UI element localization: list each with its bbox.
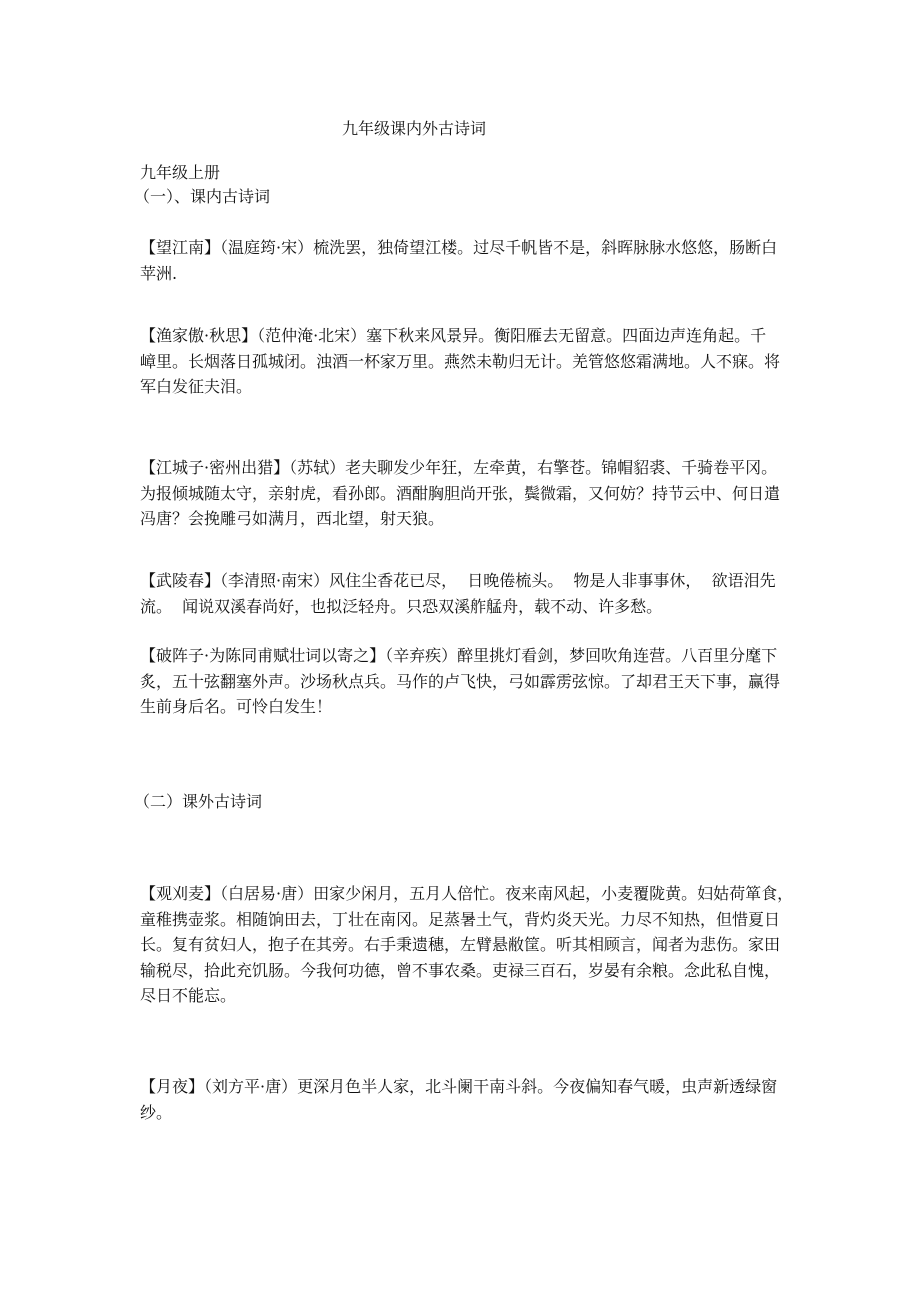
poem-line: 童稚携壶浆。相随饷田去，丁壮在南冈。足蒸暑土气，背灼炎天光。力尽不知热，但惜夏日 [140, 909, 781, 929]
poem-line: 【月夜】（刘方平·唐）更深月色半人家，北斗阑干南斗斜。今夜偏知春气暖，虫声新透绿窗 [140, 1077, 778, 1096]
poem-line: 【武陵春】（李清照·南宋）风住尘香花已尽， 日晚倦梳头。 物是人非事事休， 欲语泪先 [140, 571, 776, 590]
poem-jiangchengzi [140, 455, 790, 532]
poem-line: 为报倾城随太守，亲射虎，看孙郎。酒酣胸胆尚开张，鬓微霜，又何妨？持节云中、何日遣 [140, 483, 781, 503]
poem-line: 输税尽，拾此充饥肠。今我何功德，曾不事农桑。吏禄三百石，岁晏有余粮。念此私自愧， [140, 960, 781, 980]
poem-yujiaao [140, 323, 790, 400]
poem-line: 【江城子·密州出猎】（苏轼）老夫聊发少年狂，左牵黄，右擎苍。锦帽貂裘、千骑卷平冈。 [140, 458, 778, 477]
poem-line: 嶂里。长烟落日孤城闭。浊酒一杯家万里。燕然未勒归无计。羌管悠悠霜满地。人不寐。将 [140, 351, 781, 371]
poem-line: 流。 闻说双溪春尚好，也拟泛轻舟。只恐双溪舴艋舟，载不动、许多愁。 [140, 596, 663, 616]
poem-line: 【观刈麦】（白居易·唐）田家少闲月，五月人倍忙。夜来南风起，小麦覆陇黄。妇姑荷箪食， [140, 884, 794, 903]
poem-line: 长。复有贫妇人，抱子在其旁。右手秉遗穗，左臂悬敝筐。听其相顾言，闻者为悲伤。家田 [140, 935, 781, 955]
poem-yueye [140, 1074, 790, 1125]
poem-line: 【望江南】（温庭筠·宋）梳洗罢，独倚望江楼。过尽千帆皆不是，斜晖脉脉水悠悠，肠断白 [140, 238, 778, 257]
section-heading-extra: （二）课外古诗词 [134, 792, 263, 811]
poem-line: 尽日不能忘。 [140, 986, 237, 1006]
poem-line: 【破阵子·为陈同甫赋壮词以寄之】（辛弃疾）醉里挑灯看剑，梦回吹角连营。八百里分麾下 [140, 646, 778, 665]
poem-line: 炙，五十弦翻塞外声。沙场秋点兵。马作的卢飞快，弓如霹雳弦惊。了却君王天下事，赢得 [140, 671, 781, 691]
poem-wangjiangnan [140, 235, 790, 286]
section-heading-in-class: （一）、课内古诗词 [134, 187, 271, 206]
document-title: 九年级课内外古诗词 [342, 119, 487, 138]
poem-line: 军白发征夫泪。 [140, 377, 253, 397]
poem-line: 苹洲. [140, 263, 178, 283]
poem-line: 冯唐？会挽雕弓如满月，西北望，射天狼。 [140, 509, 445, 529]
poem-guanyimai [140, 881, 794, 1009]
volume-heading: 九年级上册 [140, 163, 221, 182]
poem-pozhenzi [140, 643, 790, 720]
poem-line: 生前身后名。可怜白发生！ [140, 697, 333, 717]
poem-wulingchun [140, 568, 790, 619]
poem-line: 【渔家傲·秋思】（范仲淹·北宋）塞下秋来风景异。衡阳雁去无留意。四面边声连角起。千 [140, 326, 767, 345]
poem-line: 纱。 [140, 1102, 173, 1122]
